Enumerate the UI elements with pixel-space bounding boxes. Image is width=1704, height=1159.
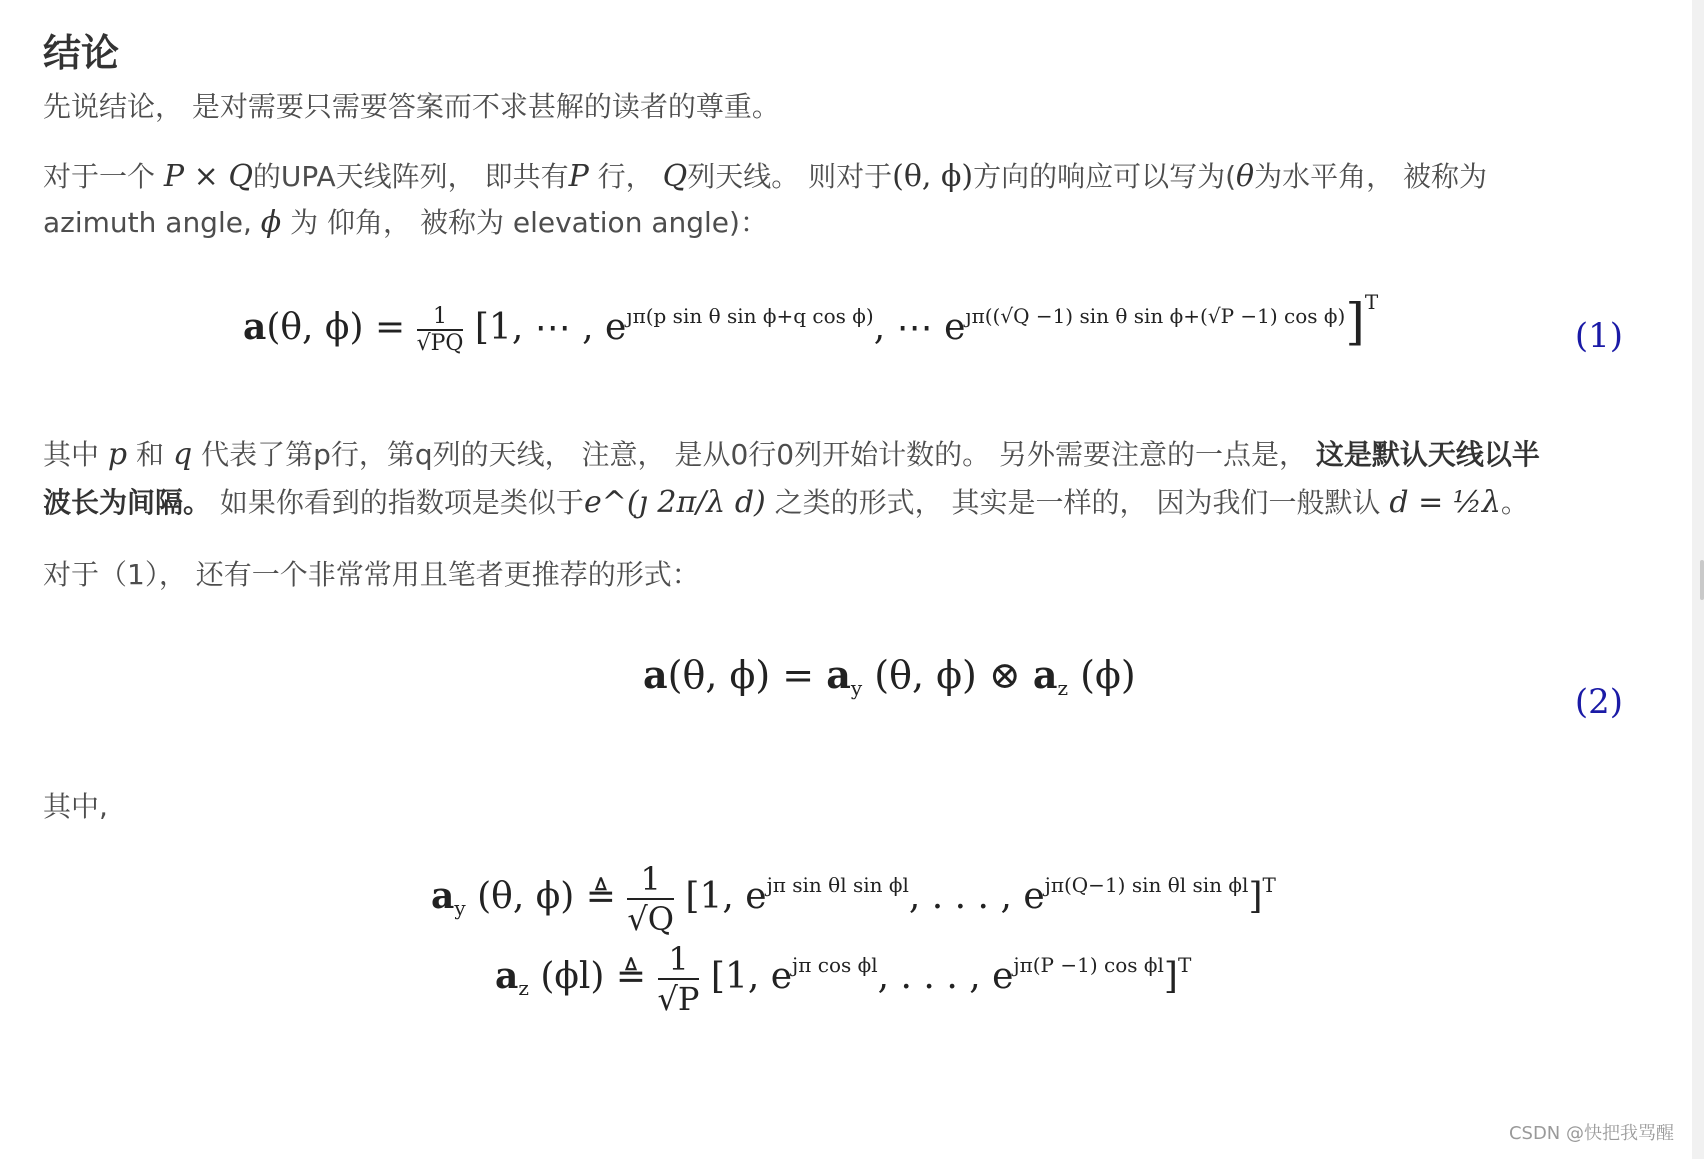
equation-number-2: (2) [1574,682,1623,722]
fraction: $\frac{1}{√P}$ [657,940,700,1018]
para2-line1: 其中 p 和 q 代表了第p行，第q列的天线， 注意， 是从0行0列开始计数的。 另外需要注意的一点是， 这是默认天线以半 [43,437,1540,472]
watermark: CSDN @快把我骂醒 [1508,1123,1674,1144]
equation-2: a(θ, $\phi) = a_y$ (θ, ϕ) ⊗ $a_z$ (ϕ) [643,652,1136,700]
intro-paragraph: 先说结论， 是对需要只需要答案而不求甚解的读者的尊重。 [43,90,780,123]
equation-3-line-1: $a_y$ (θ, ϕ) ≜ $\frac{1}{√Q}$ [1, $e^{j\pi sin \theta l sin \phi l}$, . . . , $e^{j\pi(Q-1) sin \theta l sin \phi l}]^T$ [431,860,1276,938]
fraction: $\frac{1}{√PQ}$ [416,304,464,356]
fraction: $\frac{1}{√Q}$ [627,860,674,938]
equation-number-1: (1) [1574,316,1623,356]
equation-3-line-2: $a_z$ (ϕl) ≜ $\frac{1}{√P}$ [1, $e^{j\pi cos \phi l}$, . . . , $e^{j\pi(P -1) cos \phi l}]^T$ [495,940,1192,1018]
para1-line1: 对于一个 P × Q的UPA天线阵列， 即共有P 行， Q列天线。 则对于(θ, ϕ)方向的响应可以写为(θ为水平角， 被称为 [43,159,1488,194]
para4: 其中, [43,790,108,823]
scroll-thumb[interactable] [1700,560,1704,600]
para1-line2: azimuth angle, ϕ 为 仰角， 被称为 elevation angle)： [43,205,768,240]
equation-1: a(θ, ϕ) = $\frac{1}{√PQ}$ [1, ⋯ , $e^{ȷ\pi(p sin \theta sin \phi+q cos \phi)}$, ⋯ $e^{ȷ\pi((√Q -1) sin \theta sin \phi+(√P -1) cos \phi)}]^T$ [243,290,1379,356]
scrollbar[interactable] [1692,0,1704,1159]
para3: 对于（1）， 还有一个非常常用且笔者更推荐的形式： [43,558,700,591]
section-title: 结论 [43,31,120,75]
para2-line2: 波长为间隔。 如果你看到的指数项是类似于e^(ȷ 2π/λ d) 之类的形式， 其实是一样的， 因为我们一般默认 d = ½λ。 [43,485,1529,520]
